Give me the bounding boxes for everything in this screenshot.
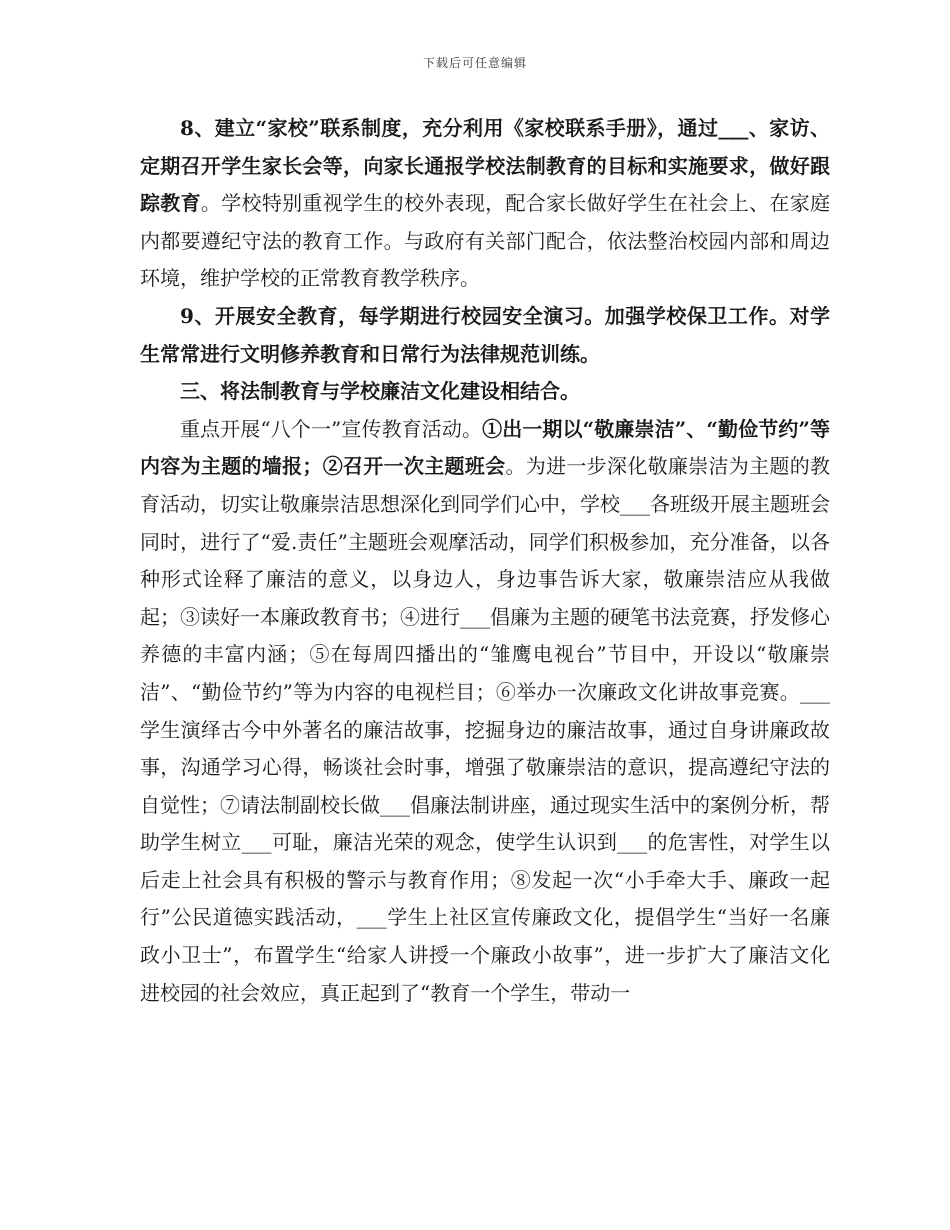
paragraph-eight-activities-text: 。为进一步深化敬廉崇洁为主题的教育活动，切实让敬廉崇洁思想深化到同学们心中，学校___各班级开展主题班会同时，进行了“爱.责任”主题班会观摩活动，同学们积极参加，充分准备，以各种形式诠释了廉洁的意义，以身边人，身边事告诉大家，敬廉崇洁应从我做起；③读好一本廉政教育书；④进行___倡廉为主题的硬笔书法竞赛，抒发修心养德的丰富内涵；⑤在每周四播出的“雏鹰电视台”节目中，开设以“敬廉崇洁”、“勤俭节约”等为内容的电视栏目；⑥举办一次廉政文化讲故事竞赛。___学生演绎古今中外著名的廉洁故事，挖掘身边的廉洁故事，通过自身讲廉政故事，沟通学习心得，畅谈社会时事，增强了敬廉崇洁的意识，提高遵纪守法的自觉性；⑦请法制副校长做___倡廉法制讲座，通过现实生活中的案例分析，帮助学生树立___可耻，廉洁光荣的观念，使学生认识到___的危害性，对学生以后走上社会具有积极的警示与教育作用；⑧发起一次“小手牵大手、廉政一起行”公民道德实践活动，___学生上社区宣传廉政文化，提倡学生“当好一名廉政小卫士”，布置学生“给家人讲授一个廉政小故事”，进一步扩大了廉洁文化进校园的社会效应，真正起到了“教育一个学生，带动一 xyxy=(140,454,831,1005)
paragraph-eight-activities xyxy=(140,411,830,1013)
paragraph-9 xyxy=(140,298,830,373)
paragraph-8-text: 。学校特别重视学生的校外表现，配合家长做好学生在社会上、在家庭内都要遵纪守法的教育工作。与政府有关部门配合，依法整治校园内部和周边环境，维护学校的正常教育教学秩序。 xyxy=(140,191,831,291)
section-heading-3 xyxy=(140,373,830,411)
document-body xyxy=(140,110,830,1012)
paragraph-8-bold: 8、建立“家校”联系制度，充分利用《家校联系手册》，通过___、家访、定期召开学生家长会等，向家长通报学校法制教育的目标和实施要求，做好跟踪教育 xyxy=(140,116,830,216)
paragraph-eight-activities-lead: 重点开展“八个一”宣传教育活动。 xyxy=(180,416,483,441)
paragraph-eight-activities-bold: ①出一期以“敬廉崇洁”、“勤俭节约”等内容为主题的墙报；②召开一次主题班会 xyxy=(140,416,831,479)
section-heading-3-text: 三、将法制教育与学校廉洁文化建设相结合。 xyxy=(180,379,580,404)
paragraph-9-bold: 9、开展安全教育，每学期进行校园安全演习。加强学校保卫工作。对学生常常进行文明修养教育和日常行为法律规范训练。 xyxy=(140,303,830,366)
page-header: 下载后可任意编辑 xyxy=(422,56,527,70)
paragraph-8 xyxy=(140,110,830,298)
